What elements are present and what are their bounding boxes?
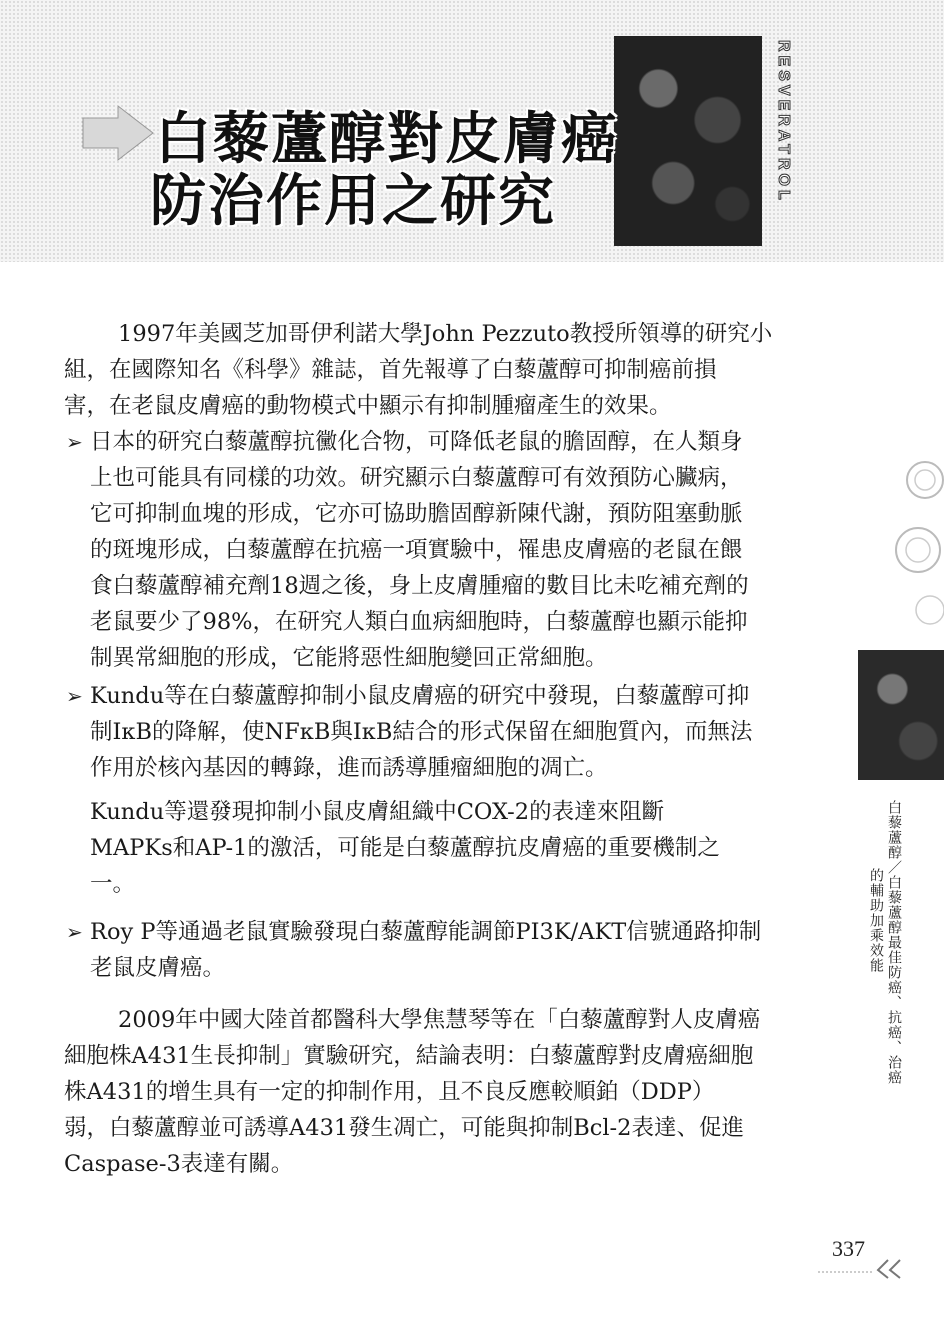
bullet2-line: Kundu等在白藜蘆醇抑制小鼠皮膚癌的研究中發現，白藜蘆醇可抑 [90, 683, 750, 709]
bullet-arrow-icon: ➢ [66, 920, 83, 944]
bullet1-line: 它可抑制血塊的形成，它亦可協助膽固醇新陳代謝，預防阻塞動脈 [90, 501, 743, 527]
page-arrow-decoration-icon [818, 1250, 918, 1280]
bullet2-cont-line: 一。 [90, 871, 136, 897]
side-tab-text: 的輔助加乘效能 [868, 868, 884, 973]
bullet3-line: Roy P等通過老鼠實驗發現白藜蘆醇能調節PI3K/AKT信號通路抑制 [90, 919, 762, 945]
paragraph-2009-line: 2009年中國大陸首都醫科大學焦慧琴等在「白藜蘆醇對人皮膚癌 [118, 1007, 761, 1033]
bullet1-line: 制異常細胞的形成，它能將惡性細胞變回正常細胞。 [90, 645, 608, 671]
bullet2-cont-line: MAPKs和AP-1的激活，可能是白藜蘆醇抗皮膚癌的重要機制之 [90, 835, 720, 861]
bullet1-line: 老鼠要少了98%，在研究人類白血病細胞時，白藜蘆醇也顯示能抑 [90, 609, 748, 635]
bullet1-line: 上也可能具有同樣的功效。研究顯示白藜蘆醇可有效預防心臟病， [90, 465, 743, 491]
title-arrow-icon [78, 98, 158, 168]
bullet2-line: 制IκB的降解，使NFκB與IκB結合的形式保留在細胞質內，而無法 [90, 719, 753, 745]
page-title-line1: 白藜蘆醇對皮膚癌 [155, 107, 619, 172]
bullet1-line: 的斑塊形成，白藜蘆醇在抗癌一項實驗中，罹患皮膚癌的老鼠在餵 [90, 537, 743, 563]
bullet1-line: 日本的研究白藜蘆醇抗黴化合物，可降低老鼠的膽固醇，在人類身 [90, 429, 743, 455]
paragraph-2009-line: 細胞株A431生長抑制」實驗研究，結論表明：白藜蘆醇對皮膚癌細胞 [64, 1043, 754, 1069]
page-number: 337 [832, 1236, 865, 1261]
header-vertical-tag: RESVERATROL [775, 40, 792, 204]
side-grape-photo [858, 650, 944, 780]
bullet3-line: 老鼠皮膚癌。 [90, 955, 226, 981]
paragraph-2009-line: 株A431的增生具有一定的抑制作用，且不良反應較順鉑（DDP） [64, 1079, 715, 1105]
bullet1-line: 食白藜蘆醇補充劑18週之後，身上皮膚腫瘤的數目比未吃補充劑的 [90, 573, 749, 599]
paragraph-intro-line: 1997年美國芝加哥伊利諾大學John Pezzuto教授所領導的研究小 [118, 321, 773, 347]
paragraph-2009-line: 弱，白藜蘆醇並可誘導A431發生凋亡，可能與抑制Bcl-2表達、促進 [64, 1115, 744, 1141]
side-tab-text: 白藜蘆醇／白藜蘆醇最佳防癌、抗癌、治癌 [886, 800, 902, 1085]
header-grape-photo [614, 36, 762, 246]
page-title-line2: 防治作用之研究 [150, 169, 556, 234]
side-swirl-decoration [870, 440, 944, 640]
bullet2-line: 作用於核內基因的轉錄，進而誘導腫瘤細胞的凋亡。 [90, 755, 608, 781]
paragraph-2009-line: Caspase-3表達有關。 [64, 1151, 294, 1177]
paragraph-intro-line: 害，在老鼠皮膚癌的動物模式中顯示有抑制腫瘤產生的效果。 [64, 393, 672, 419]
bullet-arrow-icon: ➢ [66, 430, 83, 454]
bullet2-cont-line: Kundu等還發現抑制小鼠皮膚組織中COX-2的表達來阻斷 [90, 799, 665, 825]
paragraph-intro-line: 組，在國際知名《科學》雜誌，首先報導了白藜蘆醇可抑制癌前損 [64, 357, 717, 383]
bullet-arrow-icon: ➢ [66, 684, 83, 708]
